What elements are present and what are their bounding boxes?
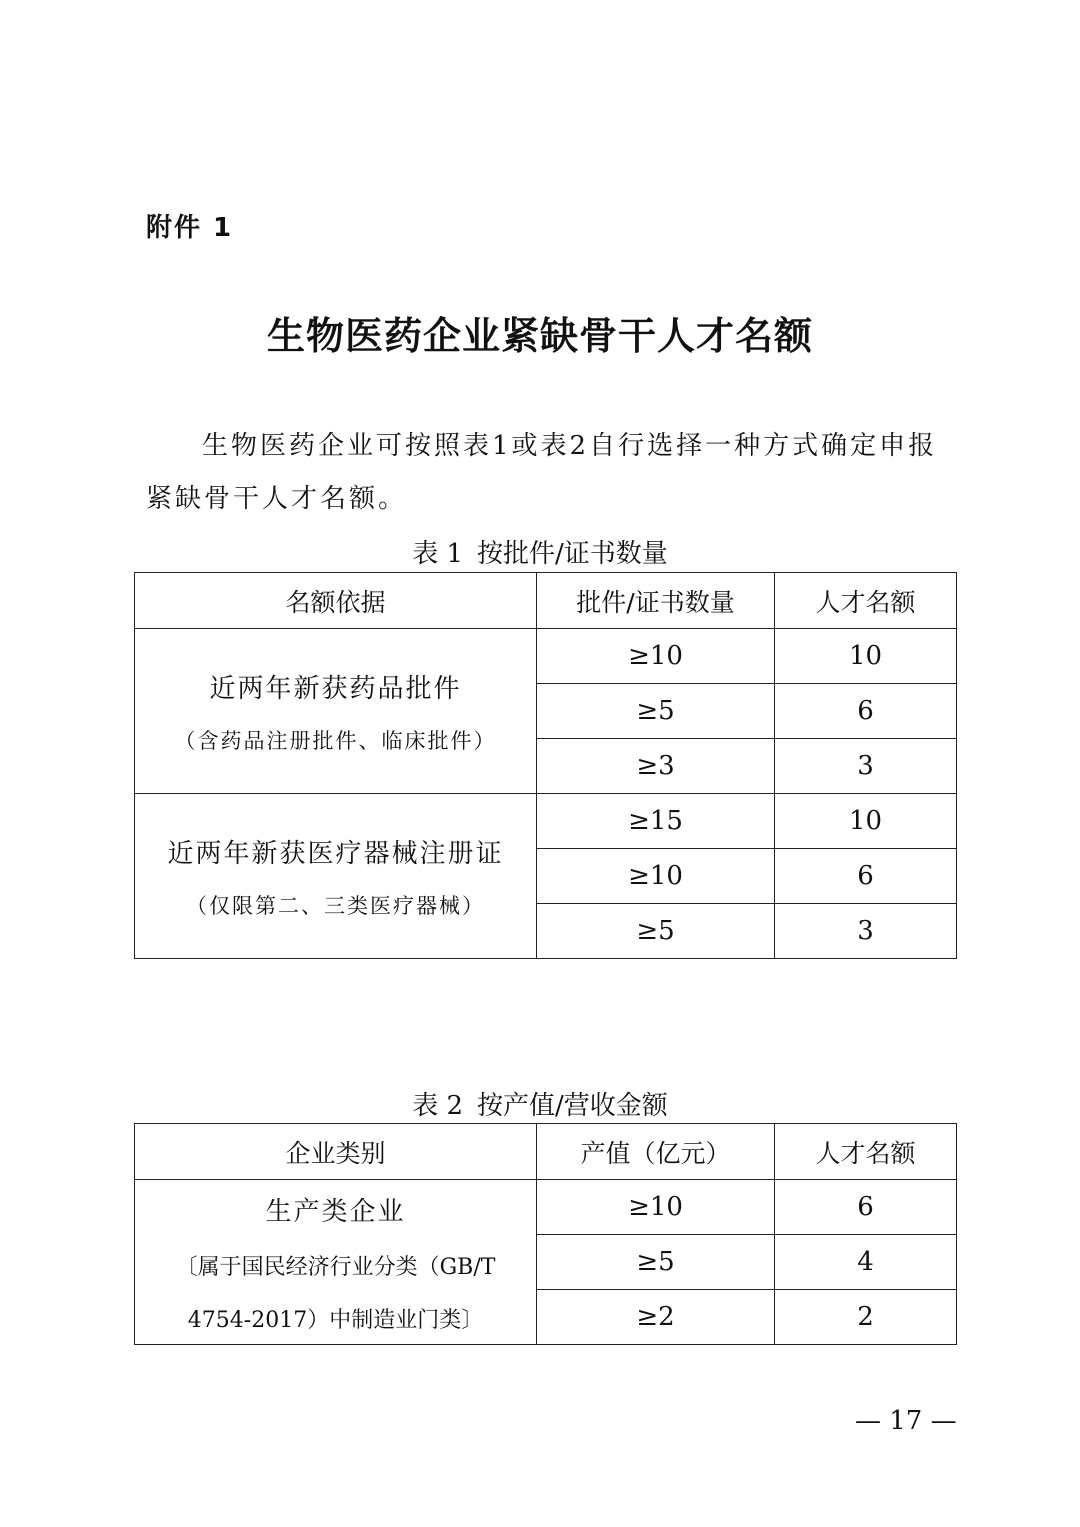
page-title: 生物医药企业紧缺骨干人才名额	[266, 314, 813, 358]
table-row	[135, 629, 957, 684]
table1-basis-main: 近两年新获医疗器械注册证	[167, 838, 504, 869]
table1-caption-number: 表 1	[412, 539, 464, 569]
table1-quantity-cell: ≥10	[537, 629, 775, 684]
table1-quantity-cell: ≥3	[537, 739, 775, 794]
table-row	[135, 1180, 957, 1235]
table2-quota-cell: 2	[775, 1290, 957, 1345]
table1-basis-main: 近两年新获药品批件	[209, 673, 462, 704]
table1-quota-cell: 6	[775, 684, 957, 739]
table1-quantity-cell: ≥5	[537, 904, 775, 959]
table1-basis-cell	[135, 794, 537, 959]
table1-quantity-cell: ≥15	[537, 794, 775, 849]
table1-quantity-cell: ≥5	[537, 684, 775, 739]
table1-caption	[0, 533, 1080, 570]
table2-value-cell: ≥5	[537, 1235, 775, 1290]
table-row	[135, 794, 957, 849]
table2-header-row	[135, 1124, 957, 1180]
table2-quota-cell: 4	[775, 1235, 957, 1290]
table1-caption-text: 按批件/证书数量	[477, 539, 668, 569]
table1-quota-cell: 10	[775, 794, 957, 849]
table2	[134, 1123, 957, 1345]
table2-category-note-line1: 〔属于国民经济行业分类（GB/T	[175, 1254, 496, 1280]
table1-header-basis: 名额依据	[135, 573, 537, 629]
table2-header-quota: 人才名额	[775, 1124, 957, 1180]
table1-header-row	[135, 573, 957, 629]
table2-header-value: 产值（亿元）	[537, 1124, 775, 1180]
table2-value-cell: ≥10	[537, 1180, 775, 1235]
page-number: — 17 —	[855, 1406, 957, 1436]
table2-caption	[0, 1085, 1080, 1122]
table2-category-note-line2: 4754-2017）中制造业门类〕	[187, 1307, 484, 1333]
table2-caption-number: 表 2	[412, 1091, 464, 1121]
table1	[134, 572, 957, 959]
table1-quota-cell: 6	[775, 849, 957, 904]
table1-quota-cell: 10	[775, 629, 957, 684]
table1-basis-cell	[135, 629, 537, 794]
table1-quota-cell: 3	[775, 904, 957, 959]
table1-basis-note: （仅限第二、三类医疗器械）	[186, 893, 485, 918]
table2-category-cell	[135, 1180, 537, 1345]
intro-paragraph: 生物医药企业可按照表1或表2自行选择一种方式确定申报紧缺骨干人才名额。	[146, 431, 938, 514]
attachment-label: 附件 1	[146, 213, 234, 243]
table2-value-cell: ≥2	[537, 1290, 775, 1345]
table2-caption-text: 按产值/营收金额	[477, 1091, 668, 1121]
table1-header-quantity: 批件/证书数量	[537, 573, 775, 629]
table1-quota-cell: 3	[775, 739, 957, 794]
table1-basis-note: （含药品注册批件、临床批件）	[174, 728, 497, 753]
table1-quantity-cell: ≥10	[537, 849, 775, 904]
table2-quota-cell: 6	[775, 1180, 957, 1235]
table1-header-quota: 人才名额	[775, 573, 957, 629]
table2-header-category: 企业类别	[135, 1124, 537, 1180]
table2-category-main: 生产类企业	[265, 1196, 406, 1227]
